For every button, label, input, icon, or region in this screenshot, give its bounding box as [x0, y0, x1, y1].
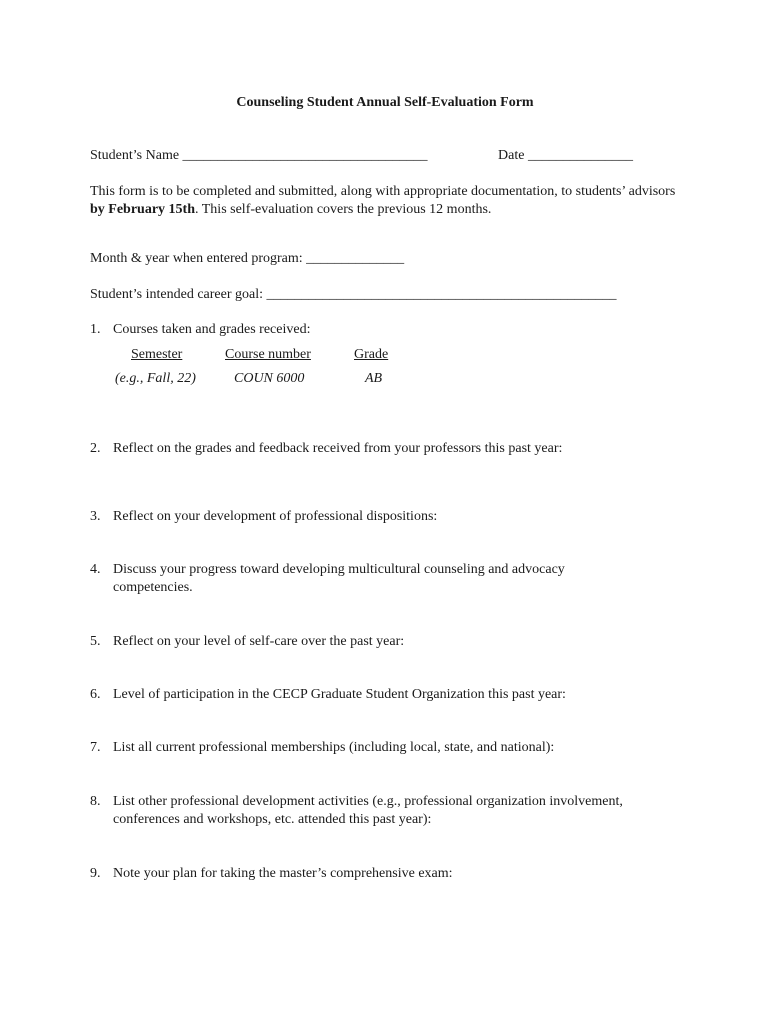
question-number: 1. — [90, 322, 101, 337]
career-goal-row — [90, 286, 617, 304]
header-grade: Grade — [354, 347, 389, 362]
entered-program-label: Month & year when entered program: — [90, 251, 303, 266]
example-grade: AB — [365, 371, 383, 386]
question-text: Note your plan for taking the master’s comprehensive exam: — [113, 866, 453, 881]
example-semester: (e.g., Fall, 22) — [115, 371, 196, 386]
question-number: 7. — [90, 740, 101, 755]
header-semester: Semester — [131, 347, 183, 362]
question-text: List other professional development activities (e.g., professional organization involvement, conferences and workshops, etc. attended this past year): — [113, 794, 623, 827]
student-name-label: Student’s Name — [90, 148, 180, 163]
entered-program-field[interactable]: ______________ — [306, 251, 405, 266]
question-text: List all current professional memberships (including local, state, and national): — [113, 740, 555, 755]
question-text: Reflect on your development of professional dispositions: — [113, 509, 438, 524]
entered-program-row — [90, 250, 404, 268]
date-row — [498, 147, 633, 165]
career-goal-field[interactable]: __________________________________________________ — [266, 287, 617, 302]
header-course-number: Course number — [225, 347, 311, 362]
question-text: Reflect on your level of self-care over the past year: — [113, 634, 405, 649]
question-number: 4. — [90, 562, 101, 577]
form-title: Counseling Student Annual Self-Evaluation Form — [236, 95, 534, 110]
question-text: Level of participation in the CECP Graduate Student Organization this past year: — [113, 687, 566, 702]
question-text: Courses taken and grades received: — [113, 322, 311, 337]
student-name-row — [90, 147, 428, 165]
question-number: 6. — [90, 687, 101, 702]
date-field[interactable]: _______________ — [527, 148, 633, 163]
deadline-text: by February 15th — [90, 202, 195, 217]
question-number: 8. — [90, 794, 101, 809]
date-label: Date — [498, 148, 525, 163]
question-number: 3. — [90, 509, 101, 524]
question-number: 5. — [90, 634, 101, 649]
intro-text-1: This form is to be completed and submitted, along with appropriate documentation, to students’ advisors — [90, 184, 676, 199]
intro-text-2: . This self-evaluation covers the previous 12 months. — [195, 202, 492, 217]
question-number: 9. — [90, 866, 101, 881]
question-text: Reflect on the grades and feedback received from your professors this past year: — [113, 441, 563, 456]
intro-paragraph — [90, 183, 690, 219]
question-text: Discuss your progress toward developing multicultural counseling and advocacy competencies. — [113, 562, 565, 595]
question-number: 2. — [90, 441, 101, 456]
student-name-field[interactable]: ___________________________________ — [182, 148, 428, 163]
career-goal-label: Student’s intended career goal: — [90, 287, 263, 302]
example-course-number: COUN 6000 — [234, 371, 305, 386]
